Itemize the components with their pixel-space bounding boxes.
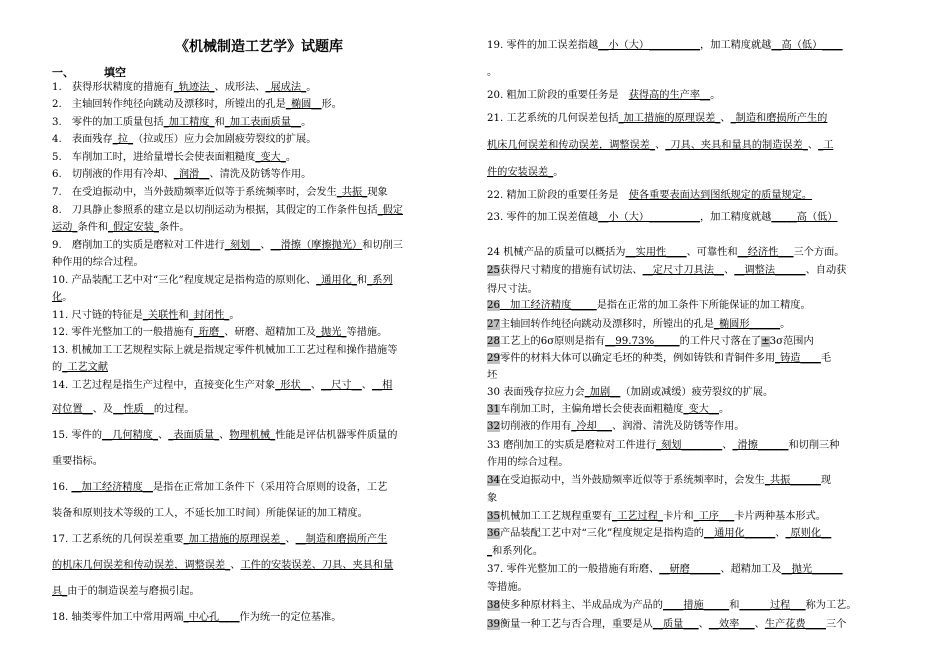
line-text: 11. 尺寸链的特征是 [52,310,143,321]
line-text: 作用的综合过程。 [487,457,569,468]
answer-text: __几何精度_ [102,430,159,441]
line-text: 作为统一的定位基准。 [239,612,342,623]
line-text: 18. 轴类零件加工中常用两端 [52,612,184,623]
answer-text: 具_ [52,586,68,597]
line-text: 16. [52,482,72,493]
answer-text: __抛光______ [781,564,843,575]
line-text: 、 [775,528,786,539]
answer-text: _ [487,546,493,557]
line-text: 坯 [487,370,498,381]
highlighted-text: 39 [487,619,500,630]
text-line [487,283,538,296]
line-text: 和 [178,310,189,321]
text-line [487,39,843,52]
line-text: 、 [285,534,296,545]
answer-text: 件的安装误差_ [487,167,554,178]
answer-text: __高（低）____ [771,40,843,51]
text-line [487,211,838,224]
line-text: 、自动获 [805,265,847,276]
line-text: 、成形法、 [214,82,266,93]
text-line [52,186,388,199]
answer-text: __小（大）__________ [598,212,701,223]
line-text: 衡量一种工艺与否合理，重要是从 [499,619,653,630]
highlighted-text: 35 [487,511,500,522]
text-line [52,559,393,572]
text-line [52,585,200,598]
line-text: 21. 工艺系统的几何误差包括 [487,113,619,124]
line-text: 得尺寸法。 [487,284,538,295]
answer-text: _工序___ [693,511,735,522]
line-text: 33 磨削加工的实质是磨粒对工件进行 [487,440,657,451]
line-text: 14. 工艺过程是指生产过程中，直接变化生产对象 [52,380,276,391]
line-text: 。 [710,90,721,101]
line-text: 象 [487,493,498,504]
answer-text: ______过程___ [739,600,806,611]
line-text: 装备和原则技术等级的工人，不延长加工时间）所能保证的加工精度。 [52,508,368,519]
text-line [487,386,773,399]
answer-text: __实用性____ [625,247,687,258]
line-text: 获得尺寸精度的措施有试切法、 [499,265,643,276]
answer-text: _滑擦______ [732,440,789,451]
answer-text: _铸造____ [775,353,821,364]
line-text: 和 [214,117,225,128]
text-line [487,456,569,469]
line-text: 、 [720,113,731,124]
text-line [52,291,72,304]
text-line [487,474,831,487]
highlighted-text: 29 [487,353,500,364]
line-text: 17. 工艺系统的几何误差重要 [52,534,184,545]
line-text: 的 [52,362,63,373]
answer-text: _____高（低） [771,212,838,223]
text-line [487,335,814,348]
line-text: 卡片和 [662,511,694,522]
line-text: 。 [285,152,297,163]
highlighted-text: ± [761,336,770,347]
line-text: 、 [361,380,372,391]
line-text: 和切削三 [362,240,403,251]
line-text: 现 [820,475,832,486]
answer-text: _中心孔____ [183,612,240,623]
text-line [487,369,497,382]
line-text: 。 [229,310,240,321]
line-text: 和 [356,275,368,286]
text-line [52,507,368,520]
line-text: 、 [310,380,322,391]
line-text: 12. 零件光整加工的一般措施有 [52,327,194,338]
line-text: 15. 零件的 [52,430,103,441]
answer-text: _形状__ [275,380,311,391]
section-number: 一、 [52,66,74,79]
text-line [487,492,497,505]
line-text: 22. 精加工阶段的重要任务是 [487,190,629,201]
line-text: 由于的制造误差与磨损引起。 [67,586,200,597]
line-text: 、及 [92,404,114,415]
line-text: ，加工精度就越 [700,212,772,223]
highlighted-text: 31 [487,404,500,415]
answer-text: _珩磨_ [193,327,225,338]
line-text: 、 [698,619,709,630]
answer-text: _变大__ [683,404,719,415]
answer-text: _原则化__ [785,528,832,539]
line-text: 的工件尺寸落在了 [679,336,762,347]
section-heading [52,64,126,80]
text-line [487,166,563,179]
line-text: 工艺上的6σ原则是指有 [499,336,606,347]
answer-text: _假定安装_ [108,222,159,233]
answer-text: _通用化_ [316,275,357,286]
answer-text: _加剧__ [584,387,621,398]
text-line [487,563,843,576]
answer-text: _工艺文献 [62,362,109,373]
highlighted-text: 34 [487,475,500,486]
answer-text: 对位置__ [52,404,93,415]
answer-text: 使各重要表面达到图纸规定的质量规定。 [628,190,813,201]
line-text: 、 [230,560,241,571]
answer-text: __尺寸__ [321,380,362,391]
text-line [487,189,812,202]
answer-text: 物理机械_ [229,430,276,441]
answer-text: _抛光_ [315,327,347,338]
answer-text: 机床几何误差和传动误差，调整误差_ [487,140,656,151]
line-text: 在受迫振动中，当外鼓励频率近似等于系统频率时，会发生 [499,475,765,486]
text-line [52,98,342,111]
section-label: 填空 [104,66,126,79]
text-line [52,256,144,269]
line-text: 。 [306,82,317,93]
answer-text: _润滑__ [173,169,210,180]
answer-text: _加工精度_ [163,117,215,128]
line-text: 8. 刀具静止参照系的建立是以切削运动为根据，其假定的工作条件包括 [52,205,378,216]
text-line [487,545,543,558]
answer-text: __通用化______ [703,528,776,539]
text-line [487,420,744,433]
answer-text: _冷却___ [571,421,613,432]
line-text: 。 [719,404,730,415]
line-text: 三个方面。 [793,247,845,258]
answer-text: __质量___ [652,619,699,630]
line-text: 、 [260,240,271,251]
answer-text: __性质__ [113,404,154,415]
text-line [487,139,833,152]
answer-text: _系列 [367,275,393,286]
text-line [52,116,311,129]
line-text: 、 [807,140,819,151]
line-text: 。 [553,167,564,178]
line-text: 13. 机械加工工艺规程实际上就是指规定零件机械加工工艺过程和操作措施等 [52,345,398,356]
text-line [487,510,826,523]
text-line [52,168,311,181]
text-line [487,299,811,312]
line-text: 性能是评估机器零件质量的 [275,430,398,441]
text-line [52,309,240,322]
answer-text: _假定 [377,205,403,216]
text-line [52,481,387,494]
answer-text: __调整法______ [734,265,806,276]
line-text: 9. 磨削加工的实质是磨粒对工件进行 [52,240,225,251]
text-line [52,133,316,146]
text-line [52,81,316,94]
text-line [487,439,839,452]
answer-text: 获得高的生产率__ [628,90,711,101]
highlighted-text: 38 [487,600,500,611]
line-text: 24 机械产品的质量可以概括为 [487,247,626,258]
answer-text: __加工经济精度__ [71,482,153,493]
answer-text: _共振______ [764,475,821,486]
answer-text: __定尺寸刀具法__ [642,265,725,276]
text-line [52,344,397,357]
line-text: 主轴回转作纯径向跳动及漂移时，所镗出的孔是 [499,319,714,330]
answer-text: _变大_ [255,152,286,163]
line-text: 形。 [321,99,342,110]
line-text: （拉或压）应力会加剧疲劳裂纹的扩展。 [133,134,317,145]
line-text: 等措施。 [487,582,528,593]
text-line [52,533,387,546]
answer-text: _椭圆__ [285,99,322,110]
line-text: ，加工精度就越 [700,40,772,51]
answer-text: _展成法_ [265,82,307,93]
text-line [52,274,393,287]
answer-text: _刻划__ [224,240,261,251]
highlighted-text: 25 [487,265,500,276]
line-text: 3σ范围内 [769,336,814,347]
text-line [52,403,195,416]
line-text: 使多种原材料主、半成品成为产品的 [499,600,663,611]
line-text: 车削加工时，主偏角增长会使表面粗糙度 [499,404,684,415]
line-text: 等措施。 [346,327,388,338]
text-line [487,89,720,102]
line-text: 10. 产品装配工艺中对“三化”程度规定是指构造的原则化、 [52,275,317,286]
answer-text: _刻划________ [656,440,723,451]
answer-text: _拉_ [112,134,134,145]
text-line [52,455,103,468]
line-text: （加剧或减缓）疲劳裂纹的扩展。 [620,387,774,398]
text-line [487,264,846,277]
line-text: 条件和 [77,222,109,233]
line-text: 和系列化。 [492,546,544,557]
line-text: 、 [219,430,230,441]
text-line [52,151,296,164]
answer-text: __滑擦（摩擦抛光） [270,240,363,251]
highlighted-text: 32 [487,421,500,432]
text-line [52,611,341,624]
answer-text: _制造和磨损所产生的 [730,113,828,124]
line-text: 3. 零件的加工质量包括 [52,117,164,128]
answer-text: __99.73%_____ [605,336,680,347]
line-text: 产品装配工艺中对“三化”程度规定是指构造的 [499,528,704,539]
text-line [52,326,387,339]
line-text: 。 [301,117,312,128]
text-line [487,318,790,331]
answer-text: 化 [52,292,63,303]
line-text: 和切削三种 [788,440,840,451]
line-text: 和 [729,600,740,611]
text-line [52,429,397,442]
answer-text: __经济性___ [737,247,794,258]
text-line [487,599,857,612]
line-text: 种作用的综合过程。 [52,257,144,268]
answer-text: _椭圆形______ [713,319,781,330]
highlighted-text: 26 [487,300,500,311]
line-text: 23. 零件的加工误差值越 [487,212,599,223]
line-text: 卡片两种基本形式。 [734,511,826,522]
line-text: 、润滑、清洗及防锈等作用。 [612,421,745,432]
line-text: 。 [62,292,73,303]
line-text: 毛 [820,353,832,364]
answer-text: 生产花费____ [764,619,826,630]
line-text: 。 [487,67,498,78]
answer-text: _关联性 [142,310,179,321]
line-text: 现象 [367,187,388,198]
text-line [487,403,729,416]
answer-text: __相 [371,380,393,391]
text-line [487,246,844,259]
text-line [487,352,831,365]
line-text: 零件的材料大体可以确定毛坯的种类，例如铸铁和青铜件多用 [499,353,776,364]
answer-text: __制造和磨损所产生 [295,534,388,545]
line-text: 三个 [825,619,847,630]
line-text: 、可靠性和 [686,247,738,258]
highlighted-text: 28 [487,336,500,347]
answer-text: _加工措施的原理误差_ [183,534,286,545]
line-text: 5. 车削加工时，进给量增长会使表面粗糙度 [52,152,256,163]
line-text: 20. 粗加工阶段的重要任务是 [487,90,629,101]
line-text: 、 [754,619,765,630]
line-text: 重要指标。 [52,456,103,467]
answer-text: ____措施_____ [662,600,730,611]
line-text: 的过程。 [153,404,195,415]
answer-text: _表面质量_ [168,430,220,441]
highlighted-text: 27 [487,319,500,330]
line-text: 30 表面残存拉应力会 [487,387,585,398]
line-text: 是指在正常的加工条件下所能保证的加工精度。 [596,300,811,311]
line-text: 4. 表面残存 [52,134,113,145]
answer-text: __研磨______ [659,564,721,575]
line-text: 机械加工工艺规程重要有 [499,511,613,522]
answer-text: 运动_ [52,222,78,233]
text-line [487,581,528,594]
line-text: 、研磨、超精加工及 [224,327,316,338]
line-text: 19. 零件的加工误差指越 [487,40,599,51]
highlighted-text: 36 [487,528,500,539]
answer-text: _工 [818,140,834,151]
answer-text: _刀具、夹具和量具的制造误差_ [665,140,808,151]
line-text: 、 [158,430,169,441]
text-line [487,112,827,125]
answer-text: 加工经济精度_____ [499,300,597,311]
text-line [487,618,846,631]
line-text: 2. 主轴回转作纯径向跳动及漂移时，所镗出的孔是 [52,99,286,110]
answer-text: __小（大）__________ [598,40,701,51]
text-line [52,221,190,234]
text-line [52,239,403,252]
line-text: 37. 零件光整加工的一般措施有珩磨、 [487,564,660,575]
line-text: 。 [780,319,791,330]
answer-text: _工艺过程_ [612,511,663,522]
line-text: 6. 切削液的作用有冷却、 [52,169,174,180]
line-text: 、 [722,440,733,451]
line-text: 是指在正常加工条件下（采用符合原则的设备，工艺 [152,482,388,493]
line-text: 、 [724,265,735,276]
line-text: 、清洗及防锈等作用。 [209,169,312,180]
answer-text: _封闭性_ [188,310,230,321]
line-text: 条件。 [158,222,190,233]
text-line [487,66,497,79]
answer-text: 的机床几何误差和传动误差，调整误差_ [52,560,231,571]
line-text: 1. 获得形状精度的措施有 [52,82,174,93]
line-text: 7. 在受迫振动中，当外鼓励频率近似等于系统频率时，会发生 [52,187,337,198]
line-text: 切削液的作用有 [499,421,572,432]
line-text: 、 [655,140,666,151]
answer-text: 工件的安装误差、刀具、夹具和量 [240,560,394,571]
text-line [52,361,108,374]
line-text: 、超精加工及 [720,564,782,575]
page-title: 《机械制造工艺学》试题库 [175,39,343,55]
answer-text: _共振_ [336,187,368,198]
answer-text: _加工表面质量__ [224,117,302,128]
text-line [487,527,831,540]
answer-text: _轨迹法_ [173,82,215,93]
answer-text: __效率___ [708,619,755,630]
answer-text: _加工措施的原理误差_ [618,113,721,124]
text-line [52,204,403,217]
text-line [52,379,392,392]
line-text: 称为工艺。 [805,600,857,611]
